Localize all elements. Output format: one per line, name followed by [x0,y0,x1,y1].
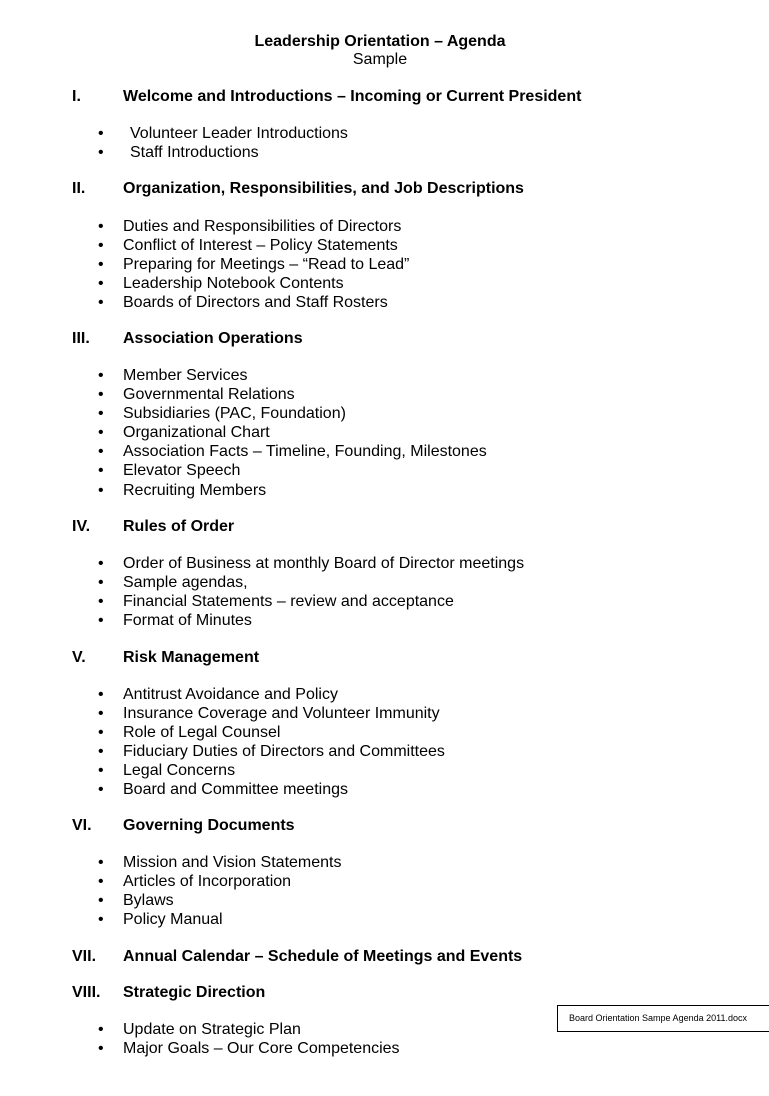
list-item [0,781,769,800]
bullet-icon: • [98,892,104,910]
bullet-icon: • [98,125,104,142]
list-item-text: Staff Introductions [130,144,259,162]
agenda-section-5 [0,649,769,801]
bullet-icon: • [98,275,104,293]
list-item [0,612,769,631]
list-item [0,593,769,612]
list-item-text: Association Facts – Timeline, Founding, Milestones [123,443,487,461]
bullet-icon: • [98,386,104,404]
list-item [0,294,769,313]
bullet-icon: • [98,256,104,274]
bullet-icon: • [98,873,104,891]
list-item [0,724,769,743]
list-item-text: Conflict of Interest – Policy Statements [123,237,398,255]
bullet-icon: • [98,237,104,255]
list-item [0,443,769,462]
list-item-text: Bylaws [123,892,174,910]
list-item [0,686,769,705]
list-item [0,125,769,144]
section-item-list [0,686,769,801]
list-item-text: Member Services [123,367,248,384]
list-item-text: Board and Committee meetings [123,781,348,799]
section-number: VI. [72,817,92,834]
bullet-icon: • [98,593,104,611]
agenda-section-6 [0,817,769,930]
list-item [0,256,769,275]
list-item-text: Role of Legal Counsel [123,724,281,742]
list-item-text: Organizational Chart [123,424,270,442]
document-title: Leadership Orientation – Agenda [254,33,506,50]
footer-filename: Board Orientation Sampe Agenda 2011.docx [569,1013,747,1023]
list-item-text: Subsidiaries (PAC, Foundation) [123,405,346,423]
bullet-icon: • [98,294,104,312]
bullet-icon: • [98,462,104,480]
bullet-icon: • [98,854,104,871]
section-title: Association Operations [123,330,303,347]
list-item [0,367,769,386]
list-item-text: Legal Concerns [123,762,236,780]
bullet-icon: • [98,424,104,442]
list-item [0,762,769,781]
section-item-list [0,854,769,930]
section-title: Risk Management [123,649,260,666]
agenda-section-2 [0,180,769,313]
list-item [0,911,769,930]
section-heading [0,948,769,968]
list-item-text: Major Goals – Our Core Competencies [123,1040,400,1058]
list-item [0,873,769,892]
section-heading [0,330,769,350]
section-heading [0,180,769,200]
bullet-icon: • [98,443,104,461]
list-item [0,854,769,873]
list-item-text: Financial Statements – review and acceptance [123,593,454,611]
list-item-text: Volunteer Leader Introductions [130,125,348,142]
list-item [0,574,769,593]
bullet-icon: • [98,1021,104,1038]
list-item-text: Policy Manual [123,911,223,929]
section-number: VIII. [72,984,101,1001]
section-item-list [0,367,769,501]
list-item-text: Leadership Notebook Contents [123,275,344,293]
section-number: IV. [72,518,91,535]
list-item-text: Governmental Relations [123,386,295,404]
section-title: Annual Calendar – Schedule of Meetings and Events [123,948,523,965]
section-heading [0,88,769,108]
list-item-text: Duties and Responsibilities of Directors [123,218,402,235]
section-number: II. [72,180,86,197]
list-item [0,462,769,481]
list-item [0,555,769,574]
bullet-icon: • [98,612,104,630]
section-title: Strategic Direction [123,984,266,1001]
footer-filename-box [557,1005,769,1032]
list-item-text: Order of Business at monthly Board of Director meetings [123,555,525,572]
bullet-icon: • [98,574,104,592]
bullet-icon: • [98,1040,104,1058]
agenda-section-3 [0,330,769,501]
section-heading [0,984,769,1004]
list-item-text: Elevator Speech [123,462,241,480]
section-item-list [0,555,769,631]
section-number: VII. [72,948,97,965]
section-item-list [0,218,769,313]
list-item [0,237,769,256]
list-item-text: Mission and Vision Statements [123,854,342,871]
bullet-icon: • [98,911,104,929]
list-item-text: Boards of Directors and Staff Rosters [123,294,388,312]
section-heading [0,649,769,669]
list-item-text: Insurance Coverage and Volunteer Immunity [123,705,440,723]
bullet-icon: • [98,686,104,703]
list-item [0,482,769,501]
bullet-icon: • [98,218,104,235]
section-item-list [0,125,769,163]
bullet-icon: • [98,367,104,384]
section-title: Welcome and Introductions – Incoming or Current President [123,88,582,105]
agenda-section-4 [0,518,769,631]
bullet-icon: • [98,762,104,780]
list-item [0,705,769,724]
list-item [0,743,769,762]
list-item [0,1040,769,1059]
list-item-text: Articles of Incorporation [123,873,292,891]
list-item [0,218,769,237]
section-number: V. [72,649,86,666]
section-title: Rules of Order [123,518,235,535]
bullet-icon: • [98,705,104,723]
list-item-text: Update on Strategic Plan [123,1021,301,1038]
section-title: Organization, Responsibilities, and Job Descriptions [123,180,524,197]
list-item [0,424,769,443]
bullet-icon: • [98,144,104,162]
list-item-text: Recruiting Members [123,481,267,499]
section-heading [0,817,769,837]
list-item-text: Fiduciary Duties of Directors and Committees [123,743,445,761]
bullet-icon: • [98,405,104,423]
bullet-icon: • [98,781,104,799]
section-title: Governing Documents [123,817,295,834]
list-item-text: Sample agendas, [123,574,248,592]
list-item-text: Preparing for Meetings – “Read to Lead” [123,256,410,274]
agenda-section-1 [0,88,769,163]
document-subtitle: Sample [352,51,408,68]
section-number: I. [72,88,81,105]
list-item [0,275,769,294]
list-item [0,144,769,163]
list-item [0,386,769,405]
section-number: III. [72,330,90,347]
agenda-section-7 [0,948,769,968]
list-item-text: Antitrust Avoidance and Policy [123,686,338,703]
list-item-text: Format of Minutes [123,612,252,630]
bullet-icon: • [98,481,104,499]
list-item [0,892,769,911]
bullet-icon: • [98,724,104,742]
bullet-icon: • [98,743,104,761]
bullet-icon: • [98,555,104,572]
section-heading [0,518,769,538]
list-item [0,405,769,424]
